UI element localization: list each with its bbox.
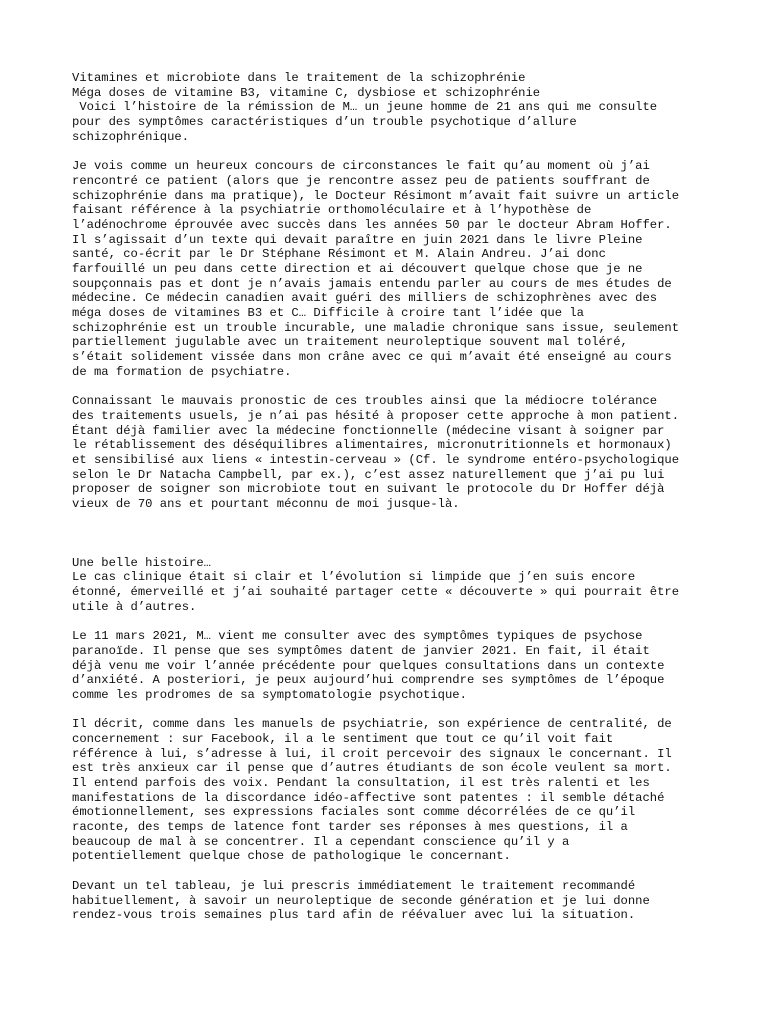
text-line: rencontré ce patient (alors que je rencontre assez peu de patients souffrant de [72, 173, 650, 188]
text-line: concernement : sur Facebook, il a le sentiment que tout ce qu’il voit fait [72, 731, 614, 746]
text-line: schizophrénie est un trouble incurable, une maladie chronique sans issue, seulement [72, 320, 680, 335]
text-line: selon le Dr Natacha Campbell, par ex.), c’est assez naturellement que j’ai pu lui [72, 467, 665, 482]
text-line: l’adénochrome éprouvée avec succès dans les années 50 par le docteur Abram Hoffer. [72, 217, 672, 232]
text-line: étonné, émerveillé et j’ai souhaité partager cette « découverte » qui pourrait être [72, 585, 680, 600]
text-line: est très anxieux car il pense que d’autres étudiants de son école veulent sa mort. [72, 761, 672, 776]
paragraph-5 [72, 879, 728, 923]
document-subtitle: Méga doses de vitamine B3, vitamine C, dysbiose et schizophrénie [72, 85, 541, 100]
paragraph-1 [72, 159, 728, 379]
text-line: potentiellement quelque chose de pathologique le concernant. [72, 849, 511, 864]
text-line: comme les prodromes de sa symptomatologie psychotique. [72, 687, 467, 702]
text-line: déjà venu me voir l’année précédente pour quelques consultations dans un contexte [72, 658, 665, 673]
text-line: référence à lui, s’adresse à lui, il croit percevoir des signaux le concernant. Il [72, 746, 672, 761]
text-line: Connaissant le mauvais pronostic de ces troubles ainsi que la médiocre tolérance [72, 394, 658, 409]
text-line: Il s’agissait d’un texte qui devait paraître en juin 2021 dans le livre Pleine [72, 232, 643, 247]
text-line: habituellement, à savoir un neuroleptique de seconde génération et je lui donne [72, 893, 650, 908]
text-line: s’était solidement vissée dans mon crâne avec ce qui m’avait été enseigné au cours [72, 350, 672, 365]
text-line: raconte, des temps de latence font tarder ses réponses à mes questions, il a [72, 820, 628, 835]
section-belle-histoire [72, 556, 728, 615]
section-spacer [72, 526, 728, 555]
text-line: rendez-vous trois semaines plus tard afin de réévaluer avec lui la situation. [72, 908, 636, 923]
text-line: faisant référence à la psychiatrie orthomoléculaire et à l’hypothèse de [72, 203, 592, 218]
text-line: soupçonnais pas et dont je n’avais jamais entendu parler au cours de mes études de [72, 276, 672, 291]
text-line: et sensibilisé aux liens « intestin-cerveau » (Cf. le syndrome entéro-psychologique [72, 452, 680, 467]
text-line: d’anxiété. A posteriori, je peux aujourd’hui comprendre ses symptômes de l’époque [72, 673, 665, 688]
text-line: paranoïde. Il pense que ses symptômes datent de janvier 2021. En fait, il était [72, 643, 650, 658]
text-line: santé, co-écrit par le Dr Stéphane Résimont et M. Alain Andreu. J’ai donc [72, 247, 606, 262]
text-line: manifestations de la discordance idéo-affective sont patentes : il semble détaché [72, 790, 665, 805]
text-line: Le 11 mars 2021, M… vient me consulter avec des symptômes typiques de psychose [72, 629, 643, 644]
text-line: partiellement jugulable avec un traitement neuroleptique souvent mal toléré, [72, 335, 628, 350]
text-line: Je vois comme un heureux concours de circonstances le fait qu’au moment où j’ai [72, 159, 650, 174]
text-line: émotionnellement, ses expressions faciales sont comme décorrélées de ce qu’il [72, 805, 636, 820]
text-line: le rétablissement des déséquilibres alimentaires, micronutritionnels et hormonaux) [72, 438, 672, 453]
document-header [72, 71, 728, 144]
text-line: vieux de 70 ans et pourtant méconnu de moi jusque-là. [72, 496, 460, 511]
intro-line: Voici l’histoire de la rémission de M… un jeune homme de 21 ans qui me consulte [72, 100, 658, 115]
text-line: de ma formation de psychiatre. [72, 364, 292, 379]
text-line: Il décrit, comme dans les manuels de psychiatrie, son expérience de centralité, de [72, 717, 672, 732]
paragraph-2 [72, 394, 728, 512]
intro-line: schizophrénique. [72, 129, 190, 144]
text-line: médecine. Ce médecin canadien avait guéri des milliers de schizophrènes avec des [72, 291, 658, 306]
text-line: des traitements usuels, je n’ai pas hésité à proposer cette approche à mon patient. [72, 408, 680, 423]
paragraph-3 [72, 629, 728, 702]
paragraph-4 [72, 717, 728, 864]
text-line: Il entend parfois des voix. Pendant la consultation, il est très ralenti et les [72, 776, 650, 791]
text-line: Étant déjà familier avec la médecine fonctionnelle (médecine visant à soigner par [72, 423, 665, 438]
text-line: Devant un tel tableau, je lui prescris immédiatement le traitement recommandé [72, 878, 636, 893]
text-line: Le cas clinique était si clair et l’évolution si limpide que j’en suis encore [72, 570, 636, 585]
text-line: méga doses de vitamines B3 et C… Difficile à croire tant l’idée que la [72, 306, 584, 320]
document-title: Vitamines et microbiote dans le traitement de la schizophrénie [72, 71, 526, 85]
section-heading: Une belle histoire… [72, 555, 211, 570]
intro-line: pour des symptômes caractéristiques d’un trouble psychotique d’allure [72, 115, 577, 130]
text-line: schizophrénie dans ma pratique), le Docteur Résimont m’avait fait suivre un article [72, 188, 680, 203]
text-line: proposer de soigner son microbiote tout en suivant le protocole du Dr Hoffer déjà [72, 482, 665, 497]
text-line: farfouillé un peu dans cette direction et ai découvert quelque chose que je ne [72, 261, 643, 276]
text-line: utile à d’autres. [72, 599, 197, 614]
text-line: beaucoup de mal à se concentrer. Il a cependant conscience qu’il y a [72, 834, 570, 849]
